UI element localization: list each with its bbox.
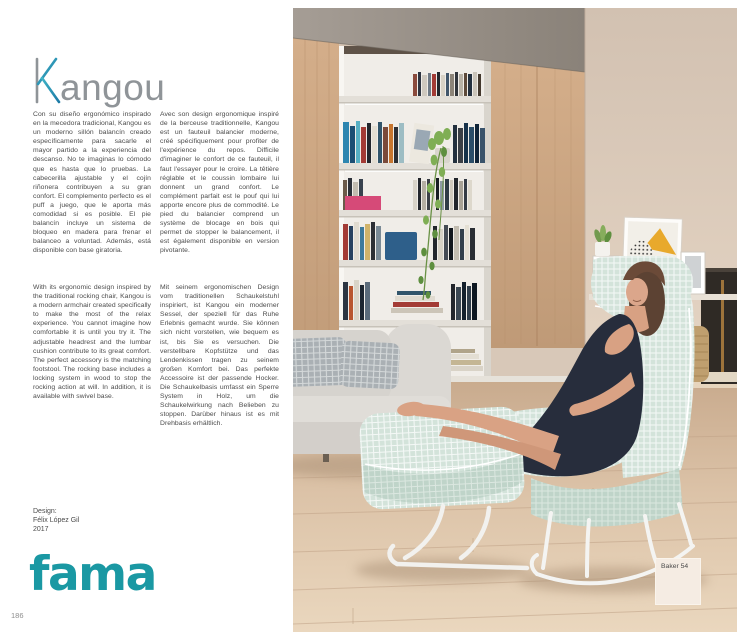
fabric-tag-label: Baker 54 bbox=[661, 563, 689, 570]
design-credit-label: Design: bbox=[33, 508, 57, 515]
fabric-tag bbox=[655, 558, 701, 605]
kangou-logo bbox=[31, 56, 171, 112]
description-english: With its ergonomic design inspired by the traditional rocking chair, Kangou is a modern armchair created specifically to make the most of the relax experience. You cannot imagine how comfortable it is until you try it. The adjustable headrest and the lumbar cushion contribute to its great comfort. The perfect accessory is the matching footstool. The rocking base includes a locking system in wood to stop the rocking action at will. In addition, it is available with swivel base. bbox=[33, 284, 151, 401]
design-credit-designer: Félix López Gil bbox=[33, 517, 80, 524]
design-credit-year: 2017 bbox=[33, 526, 49, 533]
design-credit bbox=[33, 507, 79, 534]
right-wood-panel bbox=[491, 56, 585, 348]
photo-illustration bbox=[293, 8, 737, 632]
ottoman-shadow bbox=[355, 558, 531, 582]
description-french: Avec son design ergonomique inspiré de la berceuse traditionnelle, Kangou est un fauteuil balancier moderne, créé spécifiquement pour profiter de l'expérience du repos. Difficile d'imaginer le confort de ce fauteuil, il faut l'essayer pour le croire. La têtière réglable et le coussin lombaire lui donnent un grand confort. Le complément parfait est le pouf qui lui apporte encore plus de commodité. Le pied du balancier comprend un système de blocage en bois qui permet de stopper le balancement, il est également disponible en version pivotante. bbox=[160, 111, 279, 255]
kangou-logo-k bbox=[37, 59, 59, 102]
kangou-logo-text: angou bbox=[60, 67, 166, 108]
fama-logo: fama bbox=[29, 547, 156, 602]
description-german: Mit seinem ergonomischen Design vom traditionellen Schaukelstuhl inspiriert, ist Kangou ein moderner Sessel, der speziell für das Ruhe Erlebnis gemacht wurde. Sie können sich nicht vorstellen, wie bequem es ist, bis Sie es versuchen. Die verstellbare Kopfstütze und das Lendenkissen tragen zu seinem großen Komfort bei. Das perfekte Accessoire ist der passende Hocker. Die Schaukelbasis umfasst ein Sperre System in Holz, um die Schaukelwirkung nach Belieben zu stoppen. Darüber hinaus ist es mit Drehbasis erhältlich. bbox=[160, 284, 279, 428]
page-number: 186 bbox=[11, 611, 24, 620]
books-row-1 bbox=[413, 72, 481, 96]
product-photo bbox=[293, 8, 737, 632]
sofa-pillow bbox=[340, 341, 400, 390]
description-spanish: Con su diseño ergonómico inspirado en la mecedora tradicional, Kangou es un moderno sillón balancín creado específicamente para sacarle el mayor partido a la experiencia del descanso. No te imaginas lo cómodo que es hasta que lo pruebas. La cabecerilla ajustable y el cojín riñonera contribuyen a su gran confort. El complemento perfecto es el puff a juego, que le aporta más comodidad si es posible. El pie balancín incluye un sistema de bloqueo en madera para frenar el balanceo a voluntad. Además, está disponible con base giratoria. bbox=[33, 111, 151, 255]
sofa-pillow bbox=[293, 337, 348, 387]
